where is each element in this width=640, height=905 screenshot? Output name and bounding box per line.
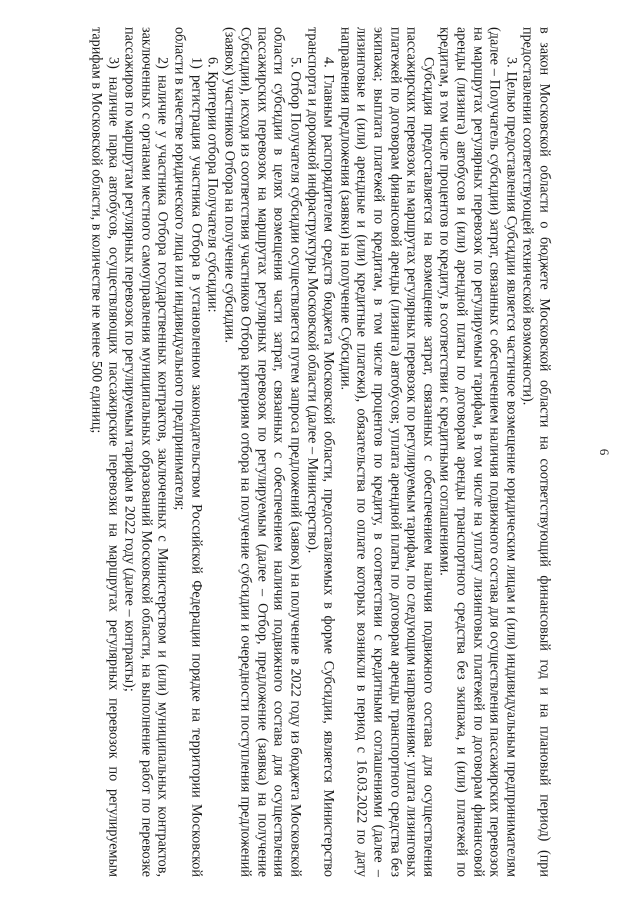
page-number: 6: [597, 448, 612, 456]
paragraph-6: 6. Критерии отбора Получателя субсидии:: [204, 57, 221, 313]
paragraph-3: 3. Целью предоставления Субсидии является частичное возмещение юридическим лицам и (или) индивидуальным предпринимателям (далее – Получатель субсидии) затрат, связанных с обеспечением наличия подвижного состава для осуществления пассажирских перевозок на маршрутах регулярных перевозок по регулируемым тарифам, в том числе на уплату лизинговых платежей по договорам финансовой аренды (лизинга) автобусов и (или) арендной платы по договорам аренды транспортного средства без экипажа, и (или) платежей по кредитам, в том числе процентов по кредиту, в соответствии с кредитными соглашениями.: [436, 27, 520, 877]
criterion-3: 3) наличие парка автобусов, осуществляющих пассажирские перевозки на маршрутах регулярных перевозок по регулируемым тарифам в Московской области, в количестве не менее 500 единиц;: [88, 27, 121, 877]
paragraph-subsidy-purpose: Субсидия предоставляется на возмещение затрат, связанных с обеспечением наличия подвижного состава для осуществления пассажирских перевозок на маршрутах регулярных перевозок по регулируемым тарифам, по следующим направлениям: уплата лизинговых платежей по договорам финансовой аренды (лизинга) автобусов; уплата арендной платы по договорам аренды транспортного средства без экипажа; выплата платежей по кредитам, в том числе процентов по кредиту, в соответствии с кредитными соглашениями (далее – лизинговые и (или) арендные и (или) кредитные платежи), обязательства по оплате которых возникли в период с 16.03.2022 по дату направления предложения (заявки) на получение Субсидии.: [337, 27, 437, 877]
paragraph-5: 5. Отбор Получателя субсидии осуществляется путем запроса предложений (заявок) на получение в 2022 году из бюджета Московской области субсидии в целях возмещения части затрат, связанных с обеспечением наличия подвижного состава для осуществления пассажирских перевозок на маршрутах регулярных перевозок по регулируемым (далее – Отбор, предложение (заявка) на получение Субсидии), исходя из соответствия участников Отбора критериям отбора на получение субсидии и очередности поступления предложений (заявок) участников Отбора на получение субсидии.: [221, 27, 304, 877]
document-body: [88, 27, 553, 877]
criterion-1: 1) регистрация участника Отбора в установленном законодательством Российской Федерации порядке на территории Московской области в качестве юридического лица или индивидуального предпринимателя;: [171, 27, 204, 877]
paragraph-continuation: в закон Московской области о бюджете Московской области на соответствующий финансовый год и на плановый период) (при предоставлении соответствующей технической возможности).: [519, 27, 553, 877]
criterion-2: 2) наличие у участника Отбора государственных контрактов, заключенных с Министерством и (или) муниципальных контрактов, заключенных с органами местного самоуправления муниципальных образований Московской области, на выполнение работ по перевозке пассажиров по маршрутам регулярных перевозок по регулируемым тарифам в 2022 году (далее – контракты);: [121, 27, 171, 877]
paragraph-4: 4. Главным распорядителем средств бюджета Московской области, предоставляемых в форме Субсидии, является Министерство транспорта и дорожной инфраструктуры Московской области (далее – Министерство).: [304, 27, 337, 877]
